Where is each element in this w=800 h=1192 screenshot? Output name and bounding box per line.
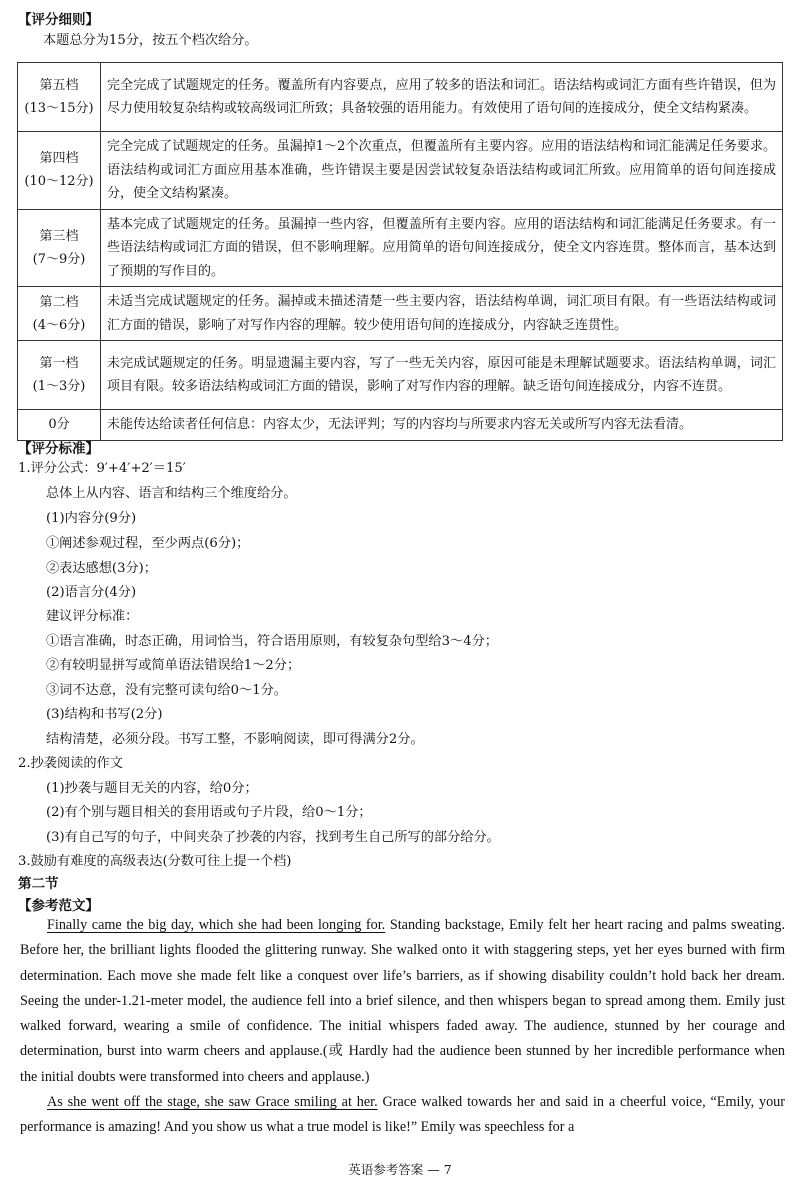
paragraph-text: Standing backstage, Emily felt her heart racing and palms sweating. Before her, the brilliant lights flooded the glittering runway. She walked onto it with staggering steps, yet her eyes burned with firm determination. Each move she made felt like a conquest over life’s barriers, as if showing disability couldn’t hold back her dream. Seeing the under-1.21-meter model, the audience fell into a brief silence, and then whispers began to spread among them. Emily just walked forward, wearing a smile of confidence. The initial whispers faded away. The audience, stunned by her courage and determination, burst into warm cheers and applause.(或 Hardly had the audience been stunned by her incredible performance when the initial doubts were transformed into cheers and applause.) [20,917,785,1085]
standard-line: ②有较明显拼写或简单语法错误给1～2分； [46,658,301,673]
page-footer: 英语参考答案 — 7 [348,1162,452,1177]
grade-description: 未完成试题规定的任务。明显遗漏主要内容，写了一些无关内容，原因可能是未理解试题要求。语法结构单调，词汇项目有限。较多语法结构或词汇方面的错误，影响了对写作内容的理解。缺乏语句间连接成分，内容不连贯。 [101,341,783,410]
standard-line: ①阐述参观过程，至少两点(6分)； [46,536,250,551]
grade-row [18,410,783,441]
underlined-opening-sentence: Finally came the big day, which she had been longing for. [47,917,386,933]
grade-level-cell: 第二档 (4～6分) [18,287,101,341]
standard-line: 建议评分标准： [46,609,139,624]
standard-line: (1)抄袭与题目无关的内容，给0分； [46,781,258,796]
sample-essay-heading: 【参考范文】 [18,898,99,914]
standard-line: 2.抄袭阅读的作文 [18,756,123,771]
grade-description: 基本完成了试题规定的任务。虽漏掉一些内容，但覆盖所有主要内容。应用的语法结构和词汇能满足任务要求。有一些语法结构或词汇方面的错误，但不影响理解。应用简单的语句间连接成分，使全文内容连贯。整体而言，基本达到了预期的写作目的。 [101,209,783,287]
grade-row [18,63,783,132]
grade-row [18,341,783,410]
standard-line: ①语言准确，时态正确，用词恰当，符合语用原则，有较复杂句型给3～4分； [46,634,498,649]
grade-level-cell: 0分 [18,410,101,441]
grading-intro: 本题总分为15分，按五个档次给分。 [43,33,258,48]
paragraph-text: Grace walked towards her and said in a cheerful voice, “Emily, your performance is amazing! And you show us what a true model is like!” Emily was speechless for a [20,1094,785,1136]
essay-paragraph-1 [20,913,785,1090]
standard-line: 结构清楚，必须分段。书写工整，不影响阅读，即可得满分2分。 [46,732,424,747]
standard-line: 1.评分公式：9′+4′+2′＝15′ [18,461,186,476]
grade-description: 未适当完成试题规定的任务。漏掉或未描述清楚一些主要内容，语法结构单调，词汇项目有限。有一些语法结构或词汇方面的错误，影响了对写作内容的理解。较少使用语句间的连接成分，内容缺乏连贯性。 [101,287,783,341]
grade-description: 完全完成了试题规定的任务。虽漏掉1～2个次重点，但覆盖所有主要内容。应用的语法结构和词汇能满足任务要求。语法结构或词汇方面应用基本准确，些许错误主要是因尝试较复杂语法结构或词汇所致。应用简单的语句间连接成分，使全文结构紧凑。 [101,132,783,210]
grade-level-cell: 第四档 (10～12分) [18,132,101,210]
standard-line: (1)内容分(9分) [46,511,137,526]
grade-row [18,287,783,341]
grade-level-cell: 第五档 (13～15分) [18,63,101,132]
standard-line: (2)有个别与题目相关的套用语或句子片段，给0～1分； [46,805,372,820]
essay-paragraph-2 [20,1090,785,1141]
grade-row [18,209,783,287]
grade-description: 完全完成了试题规定的任务。覆盖所有内容要点，应用了较多的语法和词汇。语法结构或词汇方面有些许错误，但为尽力使用较复杂结构或较高级词汇所致；具备较强的语用能力。有效使用了语句间的连接成分，使全文结构紧凑。 [101,63,783,132]
grading-details-heading: 【评分细则】 [18,12,99,28]
standard-line: (3)结构和书写(2分) [46,707,163,722]
grading-standard-heading: 【评分标准】 [18,441,99,457]
grade-description: 未能传达给读者任何信息：内容太少，无法评判；写的内容均与所要求内容无关或所写内容无法看清。 [101,410,783,441]
standard-line: ②表达感想(3分)； [46,561,157,576]
standard-line: 总体上从内容、语言和结构三个维度给分。 [46,486,297,501]
standard-line: (2)语言分(4分) [46,585,137,600]
grading-table [17,62,783,441]
section-title: 第二节 [18,876,59,892]
standard-line: (3)有自己写的句子，中间夹杂了抄袭的内容，找到考生自己所写的部分给分。 [46,830,500,845]
grade-row [18,132,783,210]
grade-level-cell: 第三档 (7～9分) [18,209,101,287]
underlined-opening-sentence: As she went off the stage, she saw Grace smiling at her. [47,1094,378,1111]
grade-level-cell: 第一档 (1～3分) [18,341,101,410]
sample-essay [20,913,785,1141]
standard-line: ③词不达意，没有完整可读句给0～1分。 [46,683,287,698]
standard-line: 3.鼓励有难度的高级表达(分数可往上提一个档) [18,854,292,869]
